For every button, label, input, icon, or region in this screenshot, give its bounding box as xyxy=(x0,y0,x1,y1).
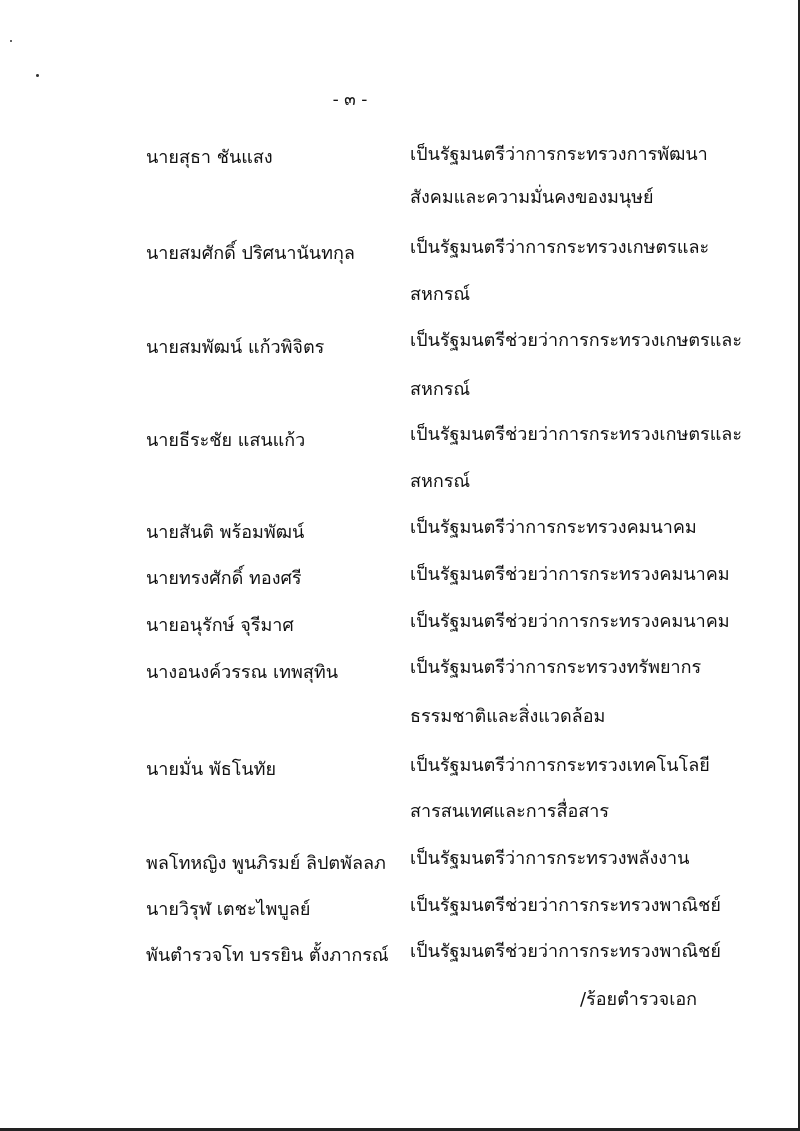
minister-position: เป็นรัฐมนตรีช่วยว่าการกระทรวงคมนาคม xyxy=(410,611,730,632)
minister-name: พลโทหญิง พูนภิรมย์ ลิปตพัลลภ xyxy=(146,853,386,874)
minister-position: เป็นรัฐมนตรีช่วยว่าการกระทรวงพาณิชย์ xyxy=(410,895,721,916)
minister-position-continued: สารสนเทศและการสื่อสาร xyxy=(410,801,610,822)
minister-name: นายมั่น พัธโนทัย xyxy=(146,759,277,780)
scan-speck xyxy=(10,40,12,42)
minister-position: เป็นรัฐมนตรีช่วยว่าการกระทรวงคมนาคม xyxy=(410,564,730,585)
minister-name: นายอนุรักษ์ จุรีมาศ xyxy=(146,615,294,636)
minister-name: นายสมพัฒน์ แก้วพิจิตร xyxy=(146,337,325,358)
minister-name: นายธีระชัย แสนแก้ว xyxy=(146,430,306,451)
minister-name: นายวิรุฬ เตชะไพบูลย์ xyxy=(146,899,311,920)
minister-name: นายสุธา ชันแสง xyxy=(146,147,273,168)
minister-name: นายทรงศักดิ์ ทองศรี xyxy=(146,568,302,589)
minister-position: เป็นรัฐมนตรีช่วยว่าการกระทรวงเกษตรและ xyxy=(410,330,743,351)
minister-name: นางอนงค์วรรณ เทพสุทิน xyxy=(146,662,339,683)
scan-speck xyxy=(36,74,39,77)
minister-position-continued: สังคมและความมั่นคงของมนุษย์ xyxy=(410,187,654,208)
minister-position: เป็นรัฐมนตรีช่วยว่าการกระทรวงเกษตรและ xyxy=(410,424,743,445)
minister-position-continued: ธรรมชาติและสิ่งแวดล้อม xyxy=(410,706,606,727)
continuation-marker: /ร้อยตำรวจเอก xyxy=(580,989,698,1010)
minister-position: เป็นรัฐมนตรีว่าการกระทรวงคมนาคม xyxy=(410,517,697,538)
minister-position: เป็นรัฐมนตรีว่าการกระทรวงทรัพยากร xyxy=(410,657,702,678)
minister-position-continued: สหกรณ์ xyxy=(410,471,471,492)
minister-name: นายสันติ พร้อมพัฒน์ xyxy=(146,522,305,543)
minister-name: นายสมศักดิ์ ปริศนานันทกุล xyxy=(146,243,355,264)
minister-position-continued: สหกรณ์ xyxy=(410,379,471,400)
minister-position: เป็นรัฐมนตรีว่าการกระทรวงการพัฒนา xyxy=(410,144,708,165)
minister-position: เป็นรัฐมนตรีว่าการกระทรวงพลังงาน xyxy=(410,848,690,869)
page-number: - ๓ - xyxy=(332,90,368,110)
minister-name: พันตำรวจโท บรรยิน ตั้งภากรณ์ xyxy=(146,945,389,966)
minister-position-continued: สหกรณ์ xyxy=(410,284,471,305)
minister-position: เป็นรัฐมนตรีว่าการกระทรวงเกษตรและ xyxy=(410,237,710,258)
minister-position: เป็นรัฐมนตรีว่าการกระทรวงเทคโนโลยี xyxy=(410,755,710,776)
minister-position: เป็นรัฐมนตรีช่วยว่าการกระทรวงพาณิชย์ xyxy=(410,941,721,962)
